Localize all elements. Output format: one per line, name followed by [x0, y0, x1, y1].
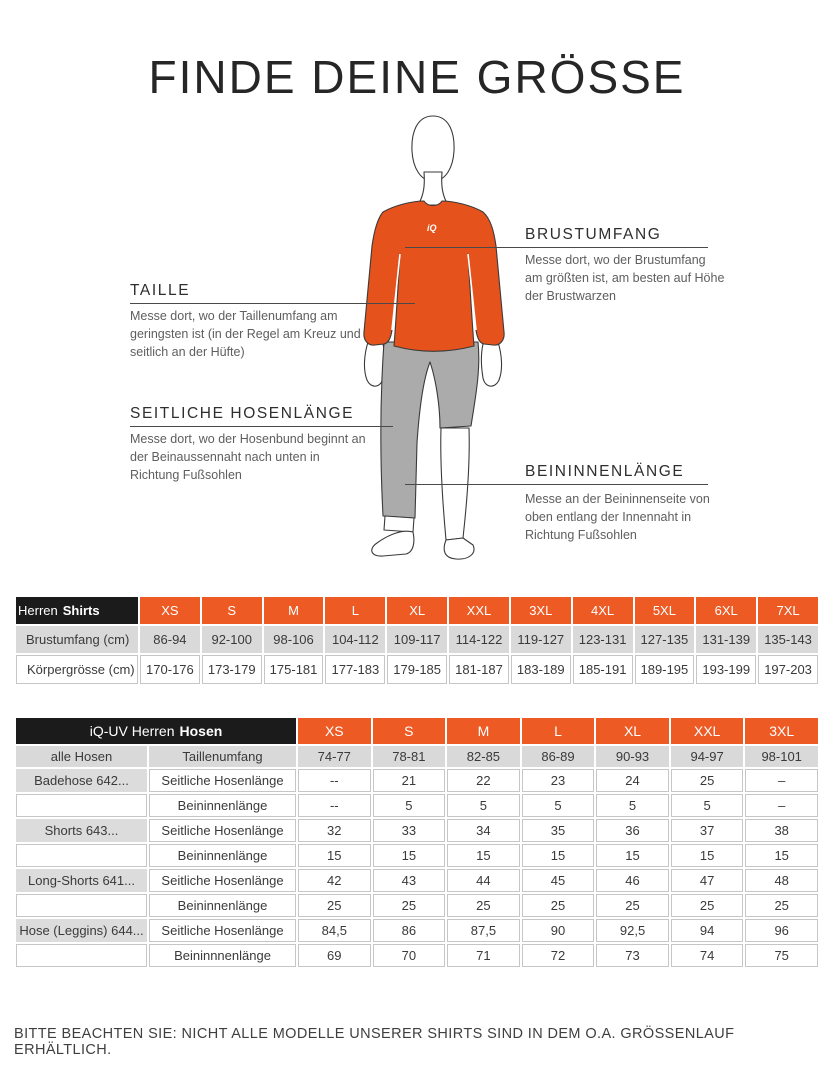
value-cell: -- [298, 769, 371, 792]
figure-hand-right [482, 342, 502, 386]
page-title: FINDE DEINE GRÖSSE [148, 51, 686, 103]
value-cell: 123-131 [573, 626, 633, 653]
table-row [16, 655, 818, 684]
value-cell: 32 [298, 819, 371, 842]
annotation-beininnenlaenge [525, 463, 684, 481]
measure-cell: Beininnenlänge [149, 894, 296, 917]
measure-cell: Seitliche Hosenlänge [149, 769, 296, 792]
size-header-cell: 6XL [696, 597, 756, 624]
annotation-title: SEITLICHE HOSENLÄNGE [130, 405, 355, 422]
table-title-bold: Shirts [62, 603, 100, 618]
table-row [16, 919, 818, 942]
annotation-title: BEININNENLÄNGE [525, 463, 685, 480]
value-cell: 189-195 [635, 655, 695, 684]
value-cell: 25 [447, 894, 520, 917]
value-cell: 87,5 [447, 919, 520, 942]
product-cell [16, 894, 147, 917]
product-cell: alle Hosen [16, 746, 147, 767]
value-cell: 193-199 [696, 655, 756, 684]
size-header-cell: 4XL [573, 597, 633, 624]
value-cell: 35 [522, 819, 595, 842]
measure-cell: Beininnnenlänge [149, 944, 296, 967]
value-cell: 170-176 [140, 655, 200, 684]
value-cell: 15 [522, 844, 595, 867]
size-header-cell: 3XL [745, 718, 818, 744]
measure-cell: Seitliche Hosenlänge [149, 919, 296, 942]
value-cell: 179-185 [387, 655, 447, 684]
value-cell: 24 [596, 769, 669, 792]
size-header-cell: 5XL [635, 597, 695, 624]
beininnenlaenge-leader-line [405, 484, 708, 485]
value-cell: 86-89 [522, 746, 595, 767]
value-cell: 15 [373, 844, 446, 867]
value-cell: 47 [671, 869, 744, 892]
product-cell [16, 794, 147, 817]
header-row [16, 718, 818, 744]
value-cell: 75 [745, 944, 818, 967]
table-title-bold: Hosen [179, 723, 223, 739]
size-header-cell: XXL [671, 718, 744, 744]
table-title-cell [16, 718, 296, 744]
annotation-text-beininnenlaenge: Messe an der Beininnenseite von oben entlang der Innennaht in Richtung Fußsohlen [525, 492, 710, 542]
measure-cell: Beininnenlänge [149, 844, 296, 867]
annotation-text-taille: Messe dort, wo der Taillenumfang am geringsten ist (in der Regel am Kreuz und seitlich an der Hüfte) [130, 309, 361, 359]
size-header-cell: S [373, 718, 446, 744]
row-label-cell: Brustumfang (cm) [16, 626, 138, 653]
hosen-table [14, 716, 820, 969]
measure-cell: Seitliche Hosenlänge [149, 869, 296, 892]
value-cell: 38 [745, 819, 818, 842]
annotation-taille [130, 282, 190, 300]
value-cell: 74-77 [298, 746, 371, 767]
value-cell: 5 [671, 794, 744, 817]
value-cell: 92-100 [202, 626, 262, 653]
product-cell: Hose (Leggins) 644... [16, 919, 147, 942]
measure-cell: Taillenumfang [149, 746, 296, 767]
product-cell [16, 844, 147, 867]
value-cell: 98-101 [745, 746, 818, 767]
value-cell: – [745, 769, 818, 792]
value-cell: 74 [671, 944, 744, 967]
size-header-cell: XL [387, 597, 447, 624]
size-header-cell: XS [140, 597, 200, 624]
value-cell: 23 [522, 769, 595, 792]
size-header-cell: S [202, 597, 262, 624]
annotation-title: TAILLE [130, 282, 191, 299]
footnote: BITTE BEACHTEN SIE: NICHT ALLE MODELLE UNSERER SHIRTS SIND IN DEM O.A. GRÖSSENLAUF ERHÄLTLICH. [14, 1026, 735, 1058]
measure-cell: Seitliche Hosenlänge [149, 819, 296, 842]
value-cell: 5 [596, 794, 669, 817]
figure-ankle-left [384, 516, 414, 532]
value-cell: 70 [373, 944, 446, 967]
value-cell: 90-93 [596, 746, 669, 767]
value-cell: 34 [447, 819, 520, 842]
figure-foot-right [444, 538, 474, 559]
value-cell: 22 [447, 769, 520, 792]
value-cell: 5 [522, 794, 595, 817]
product-cell: Shorts 643... [16, 819, 147, 842]
size-header-cell: L [522, 718, 595, 744]
taille-leader-line [130, 303, 415, 304]
value-cell: 73 [596, 944, 669, 967]
value-cell: 25 [671, 769, 744, 792]
value-cell: 131-139 [696, 626, 756, 653]
value-cell: 25 [522, 894, 595, 917]
table-row [16, 769, 818, 792]
product-cell: Long-Shorts 641... [16, 869, 147, 892]
size-header-cell: XXL [449, 597, 509, 624]
value-cell: 37 [671, 819, 744, 842]
value-cell: 15 [745, 844, 818, 867]
measure-cell: Beininnenlänge [149, 794, 296, 817]
annotation-text-brustumfang: Messe dort, wo der Brustumfang am größten ist, am besten auf Höhe der Brustwarzen [525, 253, 725, 303]
brustumfang-leader-line [405, 247, 708, 248]
figure-foot-left [372, 531, 414, 556]
value-cell: 42 [298, 869, 371, 892]
annotation-text-seitliche-hosenlaenge: Messe dort, wo der Hosenbund beginnt an der Beinaussennaht nach unten in Richtung Fußsohlen [130, 432, 366, 482]
table-row [16, 869, 818, 892]
value-cell: 181-187 [449, 655, 509, 684]
seitliche-hosenlaenge-leader-line [130, 426, 393, 427]
annotation-brustumfang [525, 226, 661, 244]
value-cell: 109-117 [387, 626, 447, 653]
value-cell: 82-85 [447, 746, 520, 767]
table-row [16, 819, 818, 842]
value-cell: 43 [373, 869, 446, 892]
size-header-cell: M [447, 718, 520, 744]
value-cell: 104-112 [325, 626, 385, 653]
value-cell: 71 [447, 944, 520, 967]
size-header-cell: M [264, 597, 324, 624]
value-cell: 33 [373, 819, 446, 842]
value-cell: 25 [745, 894, 818, 917]
product-cell [16, 944, 147, 967]
shirts-table [14, 595, 820, 686]
value-cell: 46 [596, 869, 669, 892]
table-title-prefix: Herren [18, 603, 58, 618]
value-cell: 78-81 [373, 746, 446, 767]
value-cell: – [745, 794, 818, 817]
value-cell: 183-189 [511, 655, 571, 684]
value-cell: -- [298, 794, 371, 817]
size-header-cell: L [325, 597, 385, 624]
header-row [16, 597, 818, 624]
table-row [16, 794, 818, 817]
table-row [16, 844, 818, 867]
value-cell: 92,5 [596, 919, 669, 942]
value-cell: 135-143 [758, 626, 818, 653]
value-cell: 86 [373, 919, 446, 942]
size-header-cell: 3XL [511, 597, 571, 624]
value-cell: 48 [745, 869, 818, 892]
value-cell: 45 [522, 869, 595, 892]
value-cell: 25 [298, 894, 371, 917]
table-title-prefix: iQ-UV Herren [89, 723, 175, 739]
value-cell: 5 [447, 794, 520, 817]
value-cell: 15 [671, 844, 744, 867]
value-cell: 197-203 [758, 655, 818, 684]
value-cell: 119-127 [511, 626, 571, 653]
value-cell: 15 [447, 844, 520, 867]
value-cell: 84,5 [298, 919, 371, 942]
annotation-title: BRUSTUMFANG [525, 226, 662, 243]
value-cell: 90 [522, 919, 595, 942]
value-cell: 25 [671, 894, 744, 917]
value-cell: 15 [298, 844, 371, 867]
table-row [16, 626, 818, 653]
value-cell: 96 [745, 919, 818, 942]
value-cell: 36 [596, 819, 669, 842]
table-row [16, 746, 818, 767]
table-row [16, 944, 818, 967]
iq-logo-icon: iQ [427, 223, 437, 233]
product-cell: Badehose 642... [16, 769, 147, 792]
value-cell: 86-94 [140, 626, 200, 653]
table-row [16, 894, 818, 917]
value-cell: 72 [522, 944, 595, 967]
value-cell: 175-181 [264, 655, 324, 684]
value-cell: 94 [671, 919, 744, 942]
size-header-cell: XL [596, 718, 669, 744]
table-title-cell [16, 597, 138, 624]
value-cell: 127-135 [635, 626, 695, 653]
value-cell: 21 [373, 769, 446, 792]
value-cell: 15 [596, 844, 669, 867]
value-cell: 25 [373, 894, 446, 917]
value-cell: 185-191 [573, 655, 633, 684]
value-cell: 69 [298, 944, 371, 967]
value-cell: 25 [596, 894, 669, 917]
value-cell: 5 [373, 794, 446, 817]
value-cell: 114-122 [449, 626, 509, 653]
value-cell: 94-97 [671, 746, 744, 767]
value-cell: 173-179 [202, 655, 262, 684]
size-header-cell: XS [298, 718, 371, 744]
value-cell: 98-106 [264, 626, 324, 653]
value-cell: 44 [447, 869, 520, 892]
size-header-cell: 7XL [758, 597, 818, 624]
annotation-seitliche-hosenlaenge [130, 405, 354, 423]
row-label-cell: Körpergrösse (cm) [16, 655, 138, 684]
value-cell: 177-183 [325, 655, 385, 684]
